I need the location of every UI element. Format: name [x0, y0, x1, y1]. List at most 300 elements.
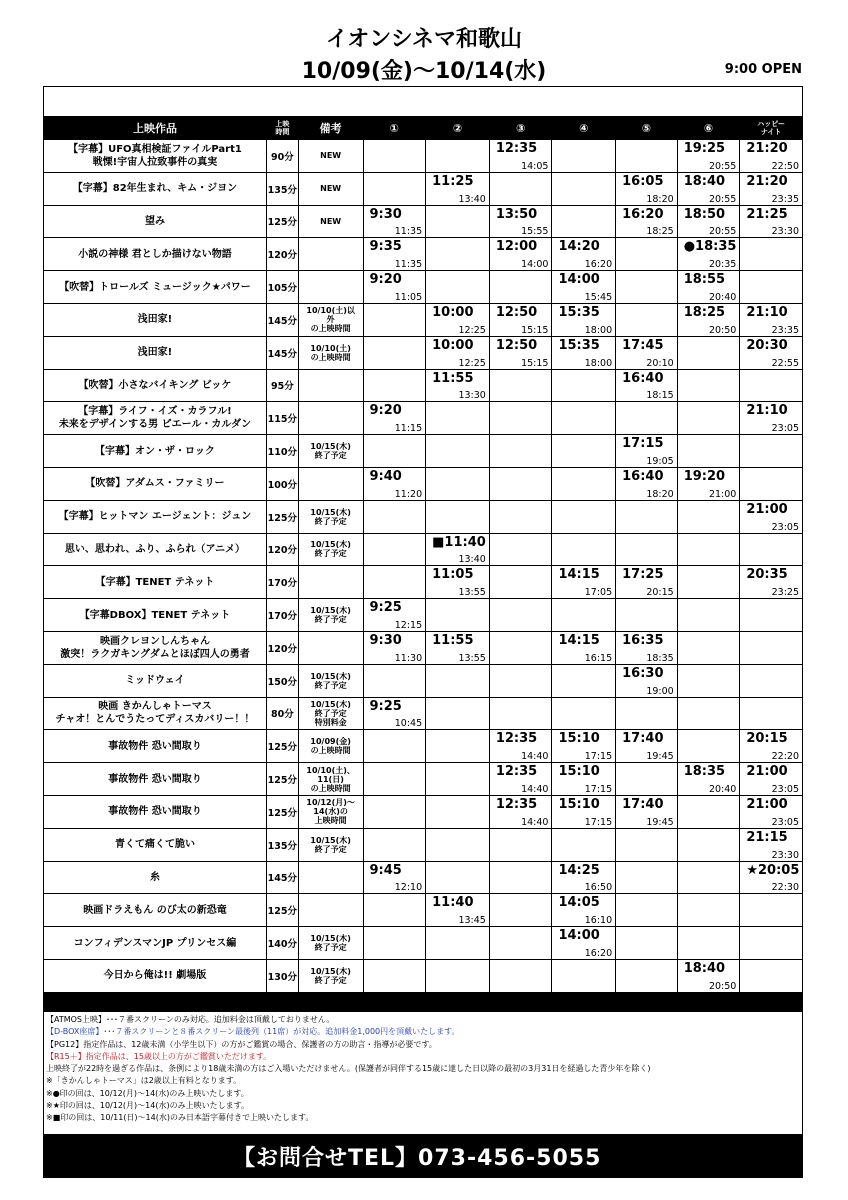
showtime-cell: [740, 631, 803, 664]
start-time: 9:20: [369, 403, 402, 419]
showtime-cell: [677, 631, 740, 664]
showtime-cell: [426, 730, 490, 763]
table-row: [44, 664, 803, 697]
start-time: 15:10: [558, 796, 600, 812]
showtime-cell: [616, 599, 678, 632]
showtime-cell: [426, 927, 490, 960]
showtime-cell: [489, 697, 552, 730]
film-title: 今日から俺は!! 劇場版: [44, 959, 267, 992]
start-time: 14:25: [558, 862, 600, 878]
showtime-cell: [677, 730, 740, 763]
table-row: [44, 238, 803, 271]
end-time: 11:35: [394, 226, 423, 238]
showtime-cell: [426, 336, 490, 369]
showtime-cell: [740, 861, 803, 894]
notes-block: [46, 1014, 798, 1125]
showtime-cell: [426, 566, 490, 599]
film-length: 150分: [266, 664, 298, 697]
note-line: 【PG12】指定作品は、12歳未満（小学生以下）の方がご鑑賞の場合、保護者の方の助言・指導が必要です。: [46, 1039, 437, 1049]
start-time: 16:20: [622, 206, 664, 222]
schedule-table: [43, 116, 803, 993]
showtime-cell: [616, 533, 678, 566]
start-time: 19:20: [683, 468, 726, 484]
showtime-cell: [616, 959, 678, 992]
showtime-cell: [552, 435, 616, 468]
film-length: 135分: [266, 828, 298, 861]
showtime-cell: [740, 467, 803, 500]
film-note: 10/15(木) 終了予定: [298, 664, 363, 697]
showtime-cell: [616, 894, 678, 927]
showtime-cell: [740, 828, 803, 861]
showtime-cell: [363, 435, 426, 468]
showtime-cell: [552, 369, 616, 402]
showtime-cell: [489, 205, 552, 238]
end-time: 23:05: [771, 521, 799, 533]
start-time: 14:15: [558, 632, 600, 648]
film-note: 10/15(木) 終了予定: [298, 959, 363, 992]
showtime-cell: [489, 533, 552, 566]
showtime-cell: [740, 271, 803, 304]
showtime-cell: [616, 205, 678, 238]
table-row: [44, 927, 803, 960]
header-screen-2: ②: [426, 117, 490, 140]
film-length: 125分: [266, 795, 298, 828]
showtime-cell: [363, 959, 426, 992]
header-note: 備考: [298, 117, 363, 140]
start-time: 14:20: [558, 239, 600, 255]
film-title: 【字幕】UFO真相検証ファイルPart1 戦慄!宇宙人拉致事件の真実: [44, 140, 267, 173]
header-screen-4: ④: [552, 117, 616, 140]
showtime-cell: [363, 861, 426, 894]
table-row: [44, 271, 803, 304]
showtime-cell: [489, 861, 552, 894]
start-time: 9:25: [369, 600, 402, 616]
showtime-cell: [552, 861, 616, 894]
showtime-cell: [677, 599, 740, 632]
film-length: 125分: [266, 730, 298, 763]
showtime-cell: [552, 205, 616, 238]
showtime-cell: [677, 533, 740, 566]
film-length: 145分: [266, 336, 298, 369]
showtime-cell: [552, 500, 616, 533]
showtime-cell: [426, 303, 490, 336]
showtime-cell: [740, 533, 803, 566]
showtime-cell: [616, 435, 678, 468]
showtime-cell: [616, 631, 678, 664]
table-row: [44, 763, 803, 796]
showtime-cell: [363, 763, 426, 796]
film-title: 【字幕DBOX】TENET テネット: [44, 599, 267, 632]
table-row: [44, 959, 803, 992]
showtime-cell: [677, 861, 740, 894]
showtime-cell: [552, 894, 616, 927]
film-title: 映画ドラえもん のび太の新恐竜: [44, 894, 267, 927]
start-time: 9:35: [369, 239, 402, 255]
showtime-cell: [363, 238, 426, 271]
showtime-cell: [552, 599, 616, 632]
end-time: 11:20: [394, 488, 423, 500]
start-time: 12:35: [495, 141, 538, 156]
showtime-cell: [426, 369, 490, 402]
start-time: 12:50: [495, 337, 538, 353]
end-time: 23:25: [771, 587, 799, 599]
showtime-cell: [426, 402, 490, 435]
end-time: 15:55: [521, 226, 549, 238]
showtime-cell: [677, 336, 740, 369]
showtime-cell: [363, 369, 426, 402]
showtime-cell: [363, 140, 426, 173]
film-title: 【吹替】トロールズ ミュージック★パワー: [44, 271, 267, 304]
showtime-cell: [489, 140, 552, 173]
start-time: 11:40: [432, 895, 474, 911]
end-time: 18:00: [584, 324, 613, 336]
start-time: 12:00: [495, 239, 538, 255]
end-time: 18:20: [646, 488, 674, 500]
showtime-cell: [677, 894, 740, 927]
start-time: 21:10: [746, 403, 788, 419]
start-time: 15:35: [558, 337, 600, 353]
end-time: 22:30: [771, 882, 799, 894]
end-time: 12:25: [458, 324, 486, 336]
showtime-cell: [489, 795, 552, 828]
end-time: 18:20: [646, 193, 674, 205]
showtime-cell: [552, 664, 616, 697]
showtime-cell: [552, 172, 616, 205]
film-title: 事故物件 恐い間取り: [44, 763, 267, 796]
start-time: 9:20: [369, 272, 402, 288]
showtime-cell: [363, 467, 426, 500]
film-length: 170分: [266, 599, 298, 632]
table-row: [44, 336, 803, 369]
header-length: 上映 時間: [266, 117, 298, 140]
showtime-cell: [552, 631, 616, 664]
film-title: 望み: [44, 205, 267, 238]
showtime-cell: [740, 730, 803, 763]
header-screen-1: ①: [363, 117, 426, 140]
end-time: 21:00: [708, 488, 737, 500]
showtime-cell: [740, 599, 803, 632]
showtime-cell: [552, 402, 616, 435]
showtime-cell: [426, 664, 490, 697]
film-title: 浅田家!: [44, 303, 267, 336]
end-time: 17:15: [584, 816, 613, 828]
film-note: [298, 369, 363, 402]
showtime-cell: [363, 828, 426, 861]
showtime-cell: [489, 435, 552, 468]
start-time: 11:25: [432, 173, 474, 189]
film-length: 100分: [266, 467, 298, 500]
showtime-cell: [489, 467, 552, 500]
start-time: 9:30: [369, 632, 402, 648]
table-row: [44, 599, 803, 632]
showtime-cell: [616, 271, 678, 304]
showtime-cell: [426, 763, 490, 796]
film-note: 10/15(木) 終了予定 特別料金: [298, 697, 363, 730]
showtime-cell: [677, 238, 740, 271]
showtime-cell: [552, 795, 616, 828]
showtime-cell: [616, 763, 678, 796]
start-time: 14:15: [558, 567, 600, 583]
start-time: 11:55: [432, 632, 474, 648]
showtime-cell: [426, 205, 490, 238]
showtime-cell: [552, 271, 616, 304]
header-screen-6: ⑥: [677, 117, 740, 140]
header-screen-3: ③: [489, 117, 552, 140]
showtime-cell: [426, 861, 490, 894]
showtime-cell: [616, 730, 678, 763]
showtime-cell: [363, 172, 426, 205]
film-note: [298, 894, 363, 927]
end-time: 16:20: [584, 259, 613, 271]
film-length: 95分: [266, 369, 298, 402]
showtime-cell: [677, 172, 740, 205]
showtime-cell: [677, 271, 740, 304]
showtime-cell: [363, 533, 426, 566]
showtime-cell: [740, 566, 803, 599]
showtime-cell: [489, 303, 552, 336]
end-time: 13:40: [458, 554, 486, 566]
film-note: [298, 238, 363, 271]
start-time: 20:30: [746, 337, 788, 353]
start-time: 12:35: [495, 764, 538, 780]
end-time: 18:00: [584, 357, 613, 369]
start-time: 11:55: [432, 370, 474, 386]
showtime-cell: [740, 664, 803, 697]
table-row: [44, 205, 803, 238]
film-title: 【字幕】オン・ザ・ロック: [44, 435, 267, 468]
film-note: 10/12(月)～ 14(水)の 上映時間: [298, 795, 363, 828]
end-time: 13:45: [458, 915, 486, 927]
showtime-cell: [616, 664, 678, 697]
showtime-cell: [740, 697, 803, 730]
start-time: 18:40: [683, 960, 726, 976]
end-time: 19:00: [646, 685, 674, 697]
film-note: [298, 861, 363, 894]
showtime-cell: [677, 927, 740, 960]
notes-divider-bar: [43, 992, 803, 1012]
start-time: 18:55: [683, 272, 726, 288]
showtime-cell: [426, 828, 490, 861]
showtime-cell: [740, 238, 803, 271]
showtime-cell: [363, 303, 426, 336]
showtime-cell: [616, 172, 678, 205]
showtime-cell: [489, 238, 552, 271]
end-time: 23:05: [771, 816, 799, 828]
showtime-cell: [616, 369, 678, 402]
table-row: [44, 435, 803, 468]
end-time: 13:30: [458, 390, 486, 402]
showtime-cell: [363, 730, 426, 763]
showtime-cell: [426, 533, 490, 566]
showtime-cell: [489, 599, 552, 632]
theater-title: イオンシネマ和歌山: [325, 27, 523, 52]
end-time: 10:45: [394, 718, 423, 730]
start-time: 14:05: [558, 895, 600, 911]
end-time: 20:50: [708, 980, 737, 992]
note-line: 上映終了が22時を過ぎる作品は、条例により18歳未満の方はご入場いただけません。(保護者が同伴する15歳に達した日以降の最初の3月31日を経過した青少年を除く): [46, 1064, 651, 1074]
showtime-cell: [426, 697, 490, 730]
start-time: 15:10: [558, 731, 600, 747]
film-length: 145分: [266, 303, 298, 336]
start-time: 15:35: [558, 304, 600, 320]
table-row: [44, 467, 803, 500]
showtime-cell: [552, 763, 616, 796]
table-row: [44, 566, 803, 599]
showtime-cell: [426, 467, 490, 500]
showtime-cell: [552, 140, 616, 173]
showtime-cell: [489, 894, 552, 927]
film-note: 10/15(木) 終了予定: [298, 533, 363, 566]
end-time: 16:15: [584, 652, 613, 664]
showtime-cell: [677, 959, 740, 992]
start-time: 21:00: [746, 501, 788, 517]
film-length: 130分: [266, 959, 298, 992]
showtime-cell: [363, 599, 426, 632]
showtime-cell: [677, 763, 740, 796]
start-time: 18:50: [683, 206, 726, 222]
start-time: 21:20: [746, 141, 788, 156]
showtime-cell: [677, 664, 740, 697]
film-length: 120分: [266, 533, 298, 566]
start-time: 18:35: [683, 764, 726, 780]
end-time: 22:20: [771, 751, 799, 763]
showtime-cell: [616, 500, 678, 533]
end-time: 14:00: [521, 259, 549, 271]
showtime-cell: [677, 467, 740, 500]
end-time: 22:55: [771, 357, 799, 369]
showtime-cell: [740, 140, 803, 173]
showtime-cell: [552, 927, 616, 960]
showtime-cell: [426, 271, 490, 304]
showtime-cell: [677, 828, 740, 861]
end-time: 19:45: [646, 751, 674, 763]
film-length: 125分: [266, 763, 298, 796]
end-time: 13:40: [458, 193, 486, 205]
showtime-cell: [552, 336, 616, 369]
showtime-cell: [363, 697, 426, 730]
showtime-cell: [616, 336, 678, 369]
start-time: 14:00: [558, 272, 600, 288]
end-time: 20:40: [708, 783, 737, 795]
showtime-cell: [616, 238, 678, 271]
end-time: 16:20: [584, 947, 613, 959]
showtime-cell: [616, 795, 678, 828]
film-length: 125分: [266, 205, 298, 238]
table-row: [44, 795, 803, 828]
end-time: 11:30: [394, 652, 423, 664]
note-line: ※「きかんしゃトーマス」は2歳以上有料となります。: [46, 1076, 242, 1086]
start-time: ●18:35: [683, 239, 737, 255]
start-time: 20:35: [746, 567, 788, 583]
end-time: 19:05: [646, 455, 674, 467]
showtime-cell: [616, 566, 678, 599]
table-header-row: [44, 117, 803, 140]
film-title: 【字幕】82年生まれ、キム・ジヨン: [44, 172, 267, 205]
table-row: [44, 533, 803, 566]
showtime-cell: [489, 336, 552, 369]
end-time: 19:45: [646, 816, 674, 828]
end-time: 23:05: [771, 423, 799, 435]
film-title: 【字幕】TENET テネット: [44, 566, 267, 599]
showtime-cell: [552, 959, 616, 992]
start-time: 13:50: [495, 206, 538, 222]
showtime-cell: [677, 369, 740, 402]
film-note: [298, 631, 363, 664]
end-time: 13:55: [458, 652, 486, 664]
showtime-cell: [552, 730, 616, 763]
start-time: 21:00: [746, 764, 788, 780]
showtime-cell: [740, 369, 803, 402]
end-time: 14:40: [521, 816, 549, 828]
film-length: 90分: [266, 140, 298, 173]
showtime-cell: [677, 500, 740, 533]
film-title: 【字幕】ヒットマン エージェント：ジュン: [44, 500, 267, 533]
end-time: 17:05: [584, 587, 613, 599]
table-row: [44, 894, 803, 927]
film-note: 10/15(木) 終了予定: [298, 500, 363, 533]
film-title: 【字幕】ライフ・イズ・カラフル! 未来をデザインする男 ピエール・カルダン: [44, 402, 267, 435]
film-length: 135分: [266, 172, 298, 205]
start-time: 15:10: [558, 764, 600, 780]
start-time: 17:45: [622, 337, 664, 353]
table-row: [44, 500, 803, 533]
table-row: [44, 172, 803, 205]
table-row: [44, 303, 803, 336]
film-title: 映画 きかんしゃトーマス チャオ！とんでうたってディスカバリー！！: [44, 697, 267, 730]
film-title: コンフィデンスマンJP プリンセス編: [44, 927, 267, 960]
showtime-cell: [363, 500, 426, 533]
showtime-cell: [489, 172, 552, 205]
showtime-cell: [489, 730, 552, 763]
film-note: NEW: [298, 172, 363, 205]
showtime-cell: [677, 303, 740, 336]
end-time: 12:15: [394, 619, 423, 631]
showtime-cell: [489, 500, 552, 533]
start-time: 16:40: [622, 468, 664, 484]
showtime-cell: [740, 205, 803, 238]
end-time: 15:15: [521, 324, 549, 336]
film-title: 映画クレヨンしんちゃん 激突！ラクガキングダムとほぼ四人の勇者: [44, 631, 267, 664]
header-film: 上映作品: [44, 117, 267, 140]
start-time: 10:00: [432, 337, 474, 353]
table-row: [44, 631, 803, 664]
start-time: 16:35: [622, 632, 664, 648]
end-time: 22:50: [771, 160, 799, 172]
showtime-cell: [426, 959, 490, 992]
end-time: 11:15: [394, 423, 423, 435]
showtime-cell: [740, 894, 803, 927]
showtime-cell: [363, 402, 426, 435]
start-time: 18:25: [683, 304, 726, 320]
end-time: 17:15: [584, 783, 613, 795]
end-time: 11:35: [394, 259, 423, 271]
film-note: 10/15(木) 終了予定: [298, 599, 363, 632]
showtime-cell: [552, 467, 616, 500]
table-row: [44, 697, 803, 730]
film-note: 10/15(木) 終了予定: [298, 435, 363, 468]
film-note: 10/09(金) の上映時間: [298, 730, 363, 763]
showtime-cell: [616, 927, 678, 960]
end-time: 17:15: [584, 751, 613, 763]
start-time: ★20:05: [746, 862, 800, 878]
start-time: 9:45: [369, 862, 402, 878]
showtime-cell: [363, 795, 426, 828]
showtime-cell: [616, 402, 678, 435]
end-time: 20:55: [708, 160, 737, 172]
end-time: 23:30: [771, 849, 799, 861]
start-time: 12:35: [495, 796, 538, 812]
showtime-cell: [552, 697, 616, 730]
